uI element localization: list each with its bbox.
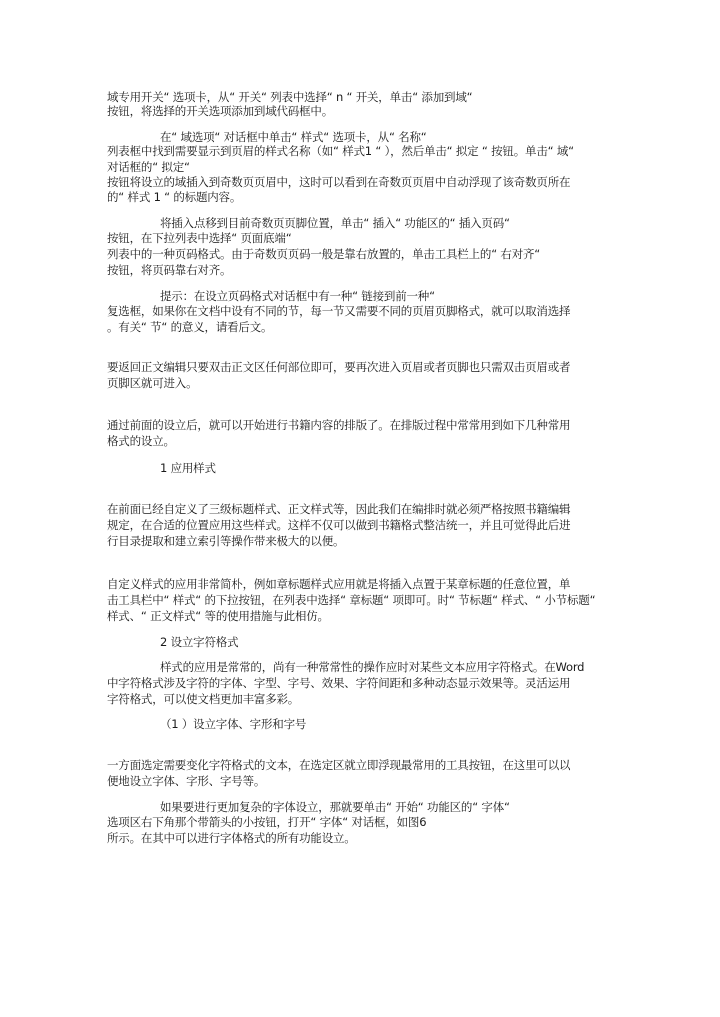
text-line: 对话框的“ 拟定“ xyxy=(107,160,190,174)
text-line: 按钮将设立的域插入到奇数页页眉中，这时可以看到在奇数页页眉中自动浮现了该奇数页所在 xyxy=(107,175,571,189)
text-line: 将插入点移到目前奇数页页脚位置，单击“ 插入“ 功能区的“ 插入页码“ xyxy=(160,216,510,230)
text-line: 按钮，将页码靠右对齐。 xyxy=(107,263,232,277)
text-line: 复选框，如果你在文档中设有不同的节，每一节又需要不同的页眉页脚格式，就可以取消选择 xyxy=(107,304,571,318)
text-line: 字符格式，可以使文档更加丰富多彩。 xyxy=(107,692,300,706)
text-line: 自定义样式的应用非常简朴，例如章标题样式应用就是将插入点置于某章标题的任意位置，单 xyxy=(107,577,571,591)
text-line: 格式的设立。 xyxy=(107,434,175,448)
text-line: 列表框中找到需要显示到页眉的样式名称（如“ 样式1 “ ），然后单击“ 拟定 “ 按钮。单击“ 域“ xyxy=(107,144,574,158)
text-line: 在前面已经自定义了三级标题样式、正文样式等，因此我们在编排时就必须严格按照书籍编辑 xyxy=(107,502,571,516)
text-line: 如果要进行更加复杂的字体设立，那就要单击“ 开始“ 功能区的“ 字体“ xyxy=(160,800,510,814)
text-line: 便地设立字体、字形、字号等。 xyxy=(107,774,266,788)
text-line: 通过前面的设立后，就可以开始进行书籍内容的排版了。在排版过程中常常用到如下几种常用 xyxy=(107,418,571,432)
text-line: 域专用开关“ 选项卡，从“ 开关“ 列表中选择“ n “ 开关，单击“ 添加到域“ xyxy=(107,90,473,104)
text-line: 所示。在其中可以进行字体格式的所有功能设立。 xyxy=(107,831,356,845)
text-line: 在“ 域选项“ 对话框中单击“ 样式“ 选项卡，从“ 名称“ xyxy=(160,130,427,144)
text-line: 样式的应用是常常的，尚有一种常常性的操作应时对某些文本应用字符格式。在Word xyxy=(160,660,585,674)
text-line: 一方面选定需要变化字符格式的文本，在选定区就立即浮现最常用的工具按钮，在这里可以以 xyxy=(107,758,571,772)
text-line: 按钮，将选择的开关选项添加到域代码框中。 xyxy=(107,104,333,118)
section-heading: 2 设立字符格式 xyxy=(160,635,239,649)
text-line: 选项区右下角那个带箭头的小按钮，打开“ 字体“ 对话框，如图6 xyxy=(107,815,427,829)
text-line: 规定，在合适的位置应用这些样式。这样不仅可以做到书籍格式整洁统一，并且可觉得此后进 xyxy=(107,518,571,532)
text-line: 要返回正文编辑只要双击正文区任何部位即可，要再次进入页眉或者页脚也只需双击页眉或者 xyxy=(107,360,571,374)
text-line: 。有关“ 节“ 的意义，请看后文。 xyxy=(107,320,273,334)
text-line: 提示：在设立页码格式对话框中有一种“ 链接到前一种“ xyxy=(160,289,435,303)
text-line: 的“ 样式 1 “ 的标题内容。 xyxy=(107,190,242,204)
text-line: 中字符格式涉及字符的字体、字型、字号、效果、字符间距和多种动态显示效果等。灵活运用 xyxy=(107,676,571,690)
text-line: 按钮，在下拉列表中选择“ 页面底端“ xyxy=(107,231,292,245)
section-heading: 1 应用样式 xyxy=(160,461,216,475)
text-line: 样式、“ 正文样式“ 等的使用措施与此相仿。 xyxy=(107,609,329,623)
text-line: 行目录提取和建立索引等操作带来极大的以便。 xyxy=(107,534,345,548)
subsection-heading: （1 ）设立字体、字形和字号 xyxy=(160,717,307,731)
text-line: 击工具栏中“ 样式“ 的下拉按钮，在列表中选择“ 章标题“ 项即可。时“ 节标题“ 样式、“ 小节标题“ xyxy=(107,593,596,607)
text-line: 页脚区就可进入。 xyxy=(107,376,198,390)
text-line: 列表中的一种页码格式。由于奇数页页码一般是靠右放置的，单击工具栏上的“ 右对齐“ xyxy=(107,247,541,261)
